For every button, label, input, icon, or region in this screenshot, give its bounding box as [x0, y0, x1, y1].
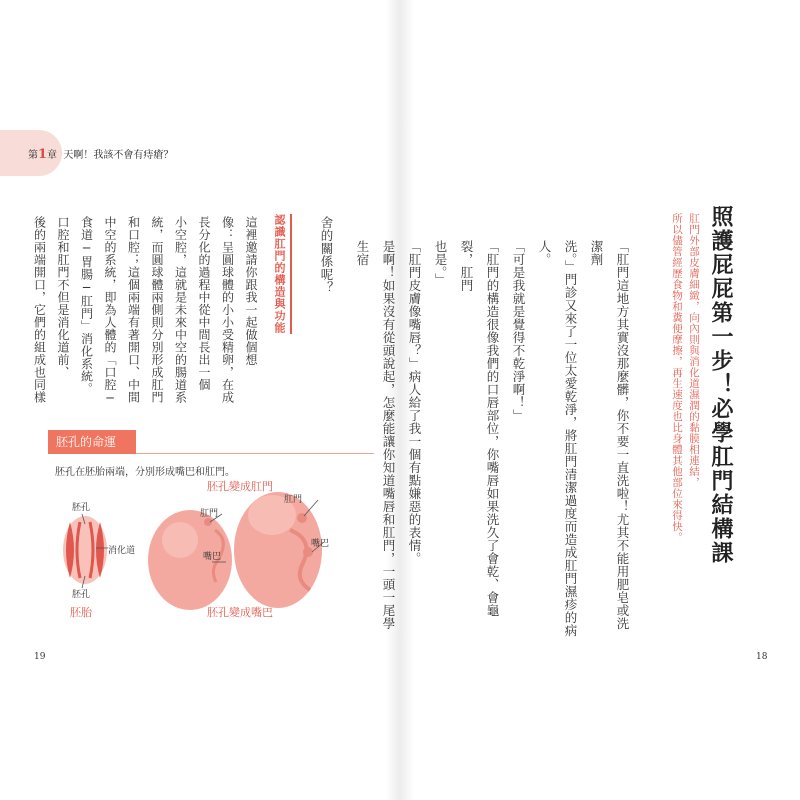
embryo-label: 胚胎 — [70, 607, 92, 619]
body-line: 「可是我就是覺得不乾淨啊！」 — [511, 240, 526, 422]
body-line: 統，而圓球體兩側則分別形成肛門 — [150, 216, 164, 404]
page-number-left: 19 — [34, 652, 46, 662]
chapter-title: 天啊！我該不會有痔瘡？ — [63, 150, 174, 161]
body-line: 「肛門這地方其實沒那麼髒，你不要一直洗啦！尤其不能用肥皂或洗潔劑 — [589, 240, 630, 630]
body-line: 中空的系統，即為人體的「口腔─ — [103, 216, 117, 406]
body-line: 洗。」門診又來了一位太愛乾淨，將肛門清潔過度而造成肛門濕疹的病人。 — [537, 240, 578, 637]
body-line: 像：呈圓球體的小小受精卵，在成 — [220, 216, 235, 404]
anus-formation-label: 胚孔變成肛門 — [207, 481, 273, 493]
body-line: 後的兩端開口，它們的組成也同樣 — [32, 216, 47, 404]
section-heading: 認識肛門的構造與功能 — [273, 214, 286, 334]
large-embryo — [234, 492, 324, 608]
small-mouth-label: 嘴巴 — [203, 551, 222, 561]
blastopore-top-label: 胚孔 — [72, 502, 91, 512]
body-line: 這裡邀請你跟我一起做個想 — [244, 216, 258, 366]
subtitle-line: 所以儘管經歷食物和糞便摩擦，再生速度也比身體其他部位來得快。 — [671, 213, 683, 543]
continued-line: 舍的關係呢？ — [319, 216, 334, 294]
figure-label: 胚孔的命運 — [48, 430, 136, 454]
page-number-right: 18 — [756, 652, 768, 662]
chapter-suffix: 章 — [47, 150, 58, 161]
body-line: 是啊！如果沒有從頭說起，怎麼能讓你知道嘴唇和肛門，一頭一尾學生宿 — [355, 240, 396, 630]
section-subtitle — [668, 213, 702, 543]
small-anus-label: 肛門 — [200, 508, 219, 518]
running-header — [28, 146, 173, 162]
digestive-tract-label: 消化道 — [108, 545, 136, 555]
body-line: 食道─胃腸─肛門」消化系統。 — [79, 216, 94, 395]
body-line: 口腔和肛門不但是消化道前、 — [56, 216, 70, 379]
large-anus-label: 肛門 — [284, 494, 303, 504]
figure-label-rule — [136, 453, 374, 454]
body-line: 長分化的過程中從中間長出一個 — [197, 216, 211, 391]
body-line: 和口腔；這個兩端有著開口、中間 — [126, 216, 141, 404]
subtitle-line: 肛門外部皮膚細緻，向內則與消化道濕潤的黏膜相連結， — [688, 213, 700, 488]
left-page-body — [32, 216, 262, 416]
chapter-prefix: 第 — [28, 150, 38, 161]
body-line: 「肛門的構造很像我們的口唇部位，你嘴唇如果洗久了會乾、會龜裂，肛門 — [459, 240, 500, 617]
mouth-formation-label: 胚孔變成嘴巴 — [207, 607, 273, 619]
right-page-body — [355, 240, 635, 640]
body-line: 「肛門皮膚像嘴唇？」病人給了我一個有點嫌惡的表情。 — [407, 240, 422, 565]
blastopore-bottom-label: 胚孔 — [72, 589, 91, 599]
chapter-number: 1 — [38, 147, 48, 162]
large-mouth-label: 嘴巴 — [311, 538, 330, 548]
figure-caption: 胚孔在胚胎兩端，分別形成嘴巴和肛門。 — [55, 467, 235, 478]
section-heading-rule — [290, 214, 292, 334]
body-line: 也是。」 — [433, 240, 448, 286]
section-title: 照護屁屁第一步！必學肛門結構課 — [708, 205, 734, 565]
body-line: 小空腔，這就是未來中空的腸道系 — [173, 216, 188, 404]
embryo-cross-section — [63, 514, 108, 588]
